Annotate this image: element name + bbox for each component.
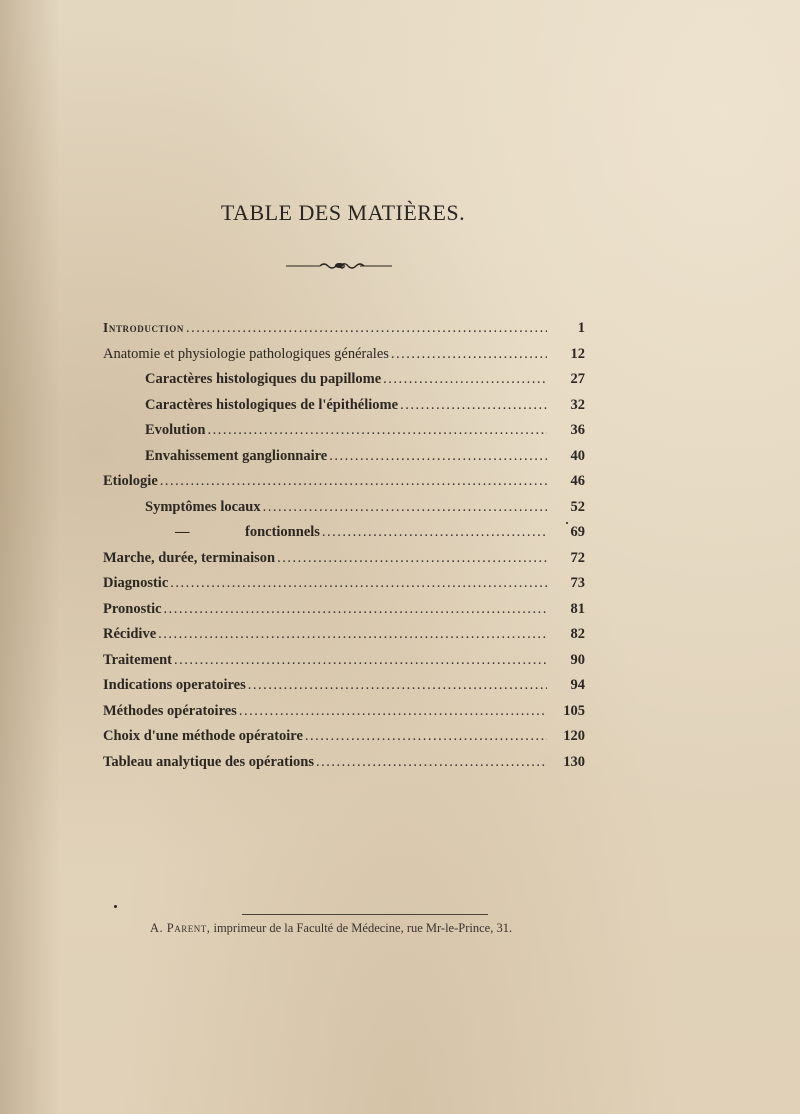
toc-page-number: 40: [570, 447, 585, 464]
ink-speck: [566, 522, 568, 524]
toc-entry: [103, 448, 585, 474]
toc-page-number: 46: [570, 473, 585, 489]
toc-entry: [103, 371, 585, 397]
toc-page-number: 120: [563, 728, 585, 744]
toc-entry-label: Anatomie et physiologie pathologiques générales: [103, 345, 389, 362]
toc-entry-label: Marche, durée, terminaison: [103, 549, 276, 566]
printer-address: imprimeur de la Faculté de Médecine, rue Mr-le-Prince, 31.: [210, 921, 513, 935]
toc-entry: [103, 473, 585, 499]
page-title: TABLE DES MATIÈRES.: [220, 200, 466, 225]
dot-leader: [316, 754, 547, 771]
dot-leader: [207, 422, 547, 439]
ink-speck: [114, 905, 117, 908]
toc-entry-label: Indications operatoires: [103, 677, 246, 693]
toc-entry: [103, 677, 585, 703]
dot-leader: [400, 397, 547, 414]
dot-leader: [391, 346, 547, 363]
dot-leader: [263, 499, 547, 516]
footer-rule: [242, 914, 488, 915]
toc-page-number: 130: [563, 753, 585, 770]
toc-entry: [103, 575, 585, 601]
printer-imprint: [150, 921, 570, 936]
toc-entry-label: Tableau analytique des opérations: [103, 753, 314, 770]
ditto-dash: —: [175, 524, 190, 540]
toc-entry: [103, 550, 585, 576]
dot-leader: [160, 473, 547, 490]
toc-page-number: 72: [570, 549, 585, 566]
toc-entry-label: Caractères histologiques du papillome: [145, 371, 382, 387]
dot-leader: [174, 652, 547, 669]
toc-page-number: 94: [570, 677, 585, 693]
dot-leader: [170, 575, 547, 592]
page-gutter-shadow: [0, 0, 60, 1114]
dot-leader: [186, 320, 547, 337]
toc-page-number: 52: [570, 498, 585, 515]
printer-name: A. Parent,: [150, 921, 211, 935]
toc-entry: [103, 728, 585, 754]
toc-page-number: 82: [570, 626, 585, 642]
toc-entry-label: Méthodes opératoires: [103, 702, 237, 719]
toc-entry-label: Symptômes locaux: [145, 498, 261, 515]
toc-page-number: 90: [570, 651, 585, 668]
toc-entry-label: Evolution: [145, 422, 206, 438]
toc-page-number: 73: [570, 575, 585, 591]
dot-leader: [164, 601, 547, 618]
toc-entry: [103, 703, 585, 729]
toc-page-number: 81: [570, 600, 585, 617]
toc-entry: [103, 754, 585, 780]
toc-page-number: 32: [570, 396, 585, 413]
toc-entry-label: Récidive: [103, 626, 157, 642]
toc-page-number: 12: [570, 345, 585, 362]
toc-entry: [103, 397, 585, 423]
toc-page-number: 1: [577, 320, 585, 336]
dot-leader: [158, 626, 547, 643]
toc-entry-label: Etiologie: [103, 473, 158, 489]
toc-entry: [103, 346, 585, 372]
dot-leader: [383, 371, 547, 388]
toc-entry-label: fonctionnels: [245, 524, 320, 540]
dot-leader: [248, 677, 547, 694]
toc-entry: [103, 422, 585, 448]
dot-leader: [277, 550, 547, 567]
dot-leader: [305, 728, 547, 745]
toc-entry-label: Pronostic: [103, 600, 162, 617]
toc-page-number: 36: [570, 422, 585, 438]
toc-page-number: 105: [563, 702, 585, 719]
toc-entry: [103, 320, 585, 346]
toc-entry-label: Choix d'une méthode opératoire: [103, 728, 303, 744]
dot-leader: [239, 703, 547, 720]
toc-entry-label: Envahissement ganglionnaire: [145, 447, 328, 464]
toc-page-number: 27: [570, 371, 585, 387]
toc-page-number: 69: [570, 524, 585, 540]
flourish-divider-icon: [284, 258, 394, 272]
dot-leader: [322, 524, 547, 541]
toc-entry-label: Traitement: [103, 651, 172, 668]
toc-entry-label: Introduction: [103, 320, 184, 335]
toc-entry: [103, 626, 585, 652]
toc-entry: [103, 601, 585, 627]
toc-entry-label: Diagnostic: [103, 575, 169, 591]
toc-entry: [103, 524, 585, 550]
toc-entry: [103, 499, 585, 525]
table-of-contents: [103, 320, 585, 779]
toc-entry: [103, 652, 585, 678]
dot-leader: [329, 448, 547, 465]
toc-entry-label: Caractères histologiques de l'épithéliome: [145, 396, 399, 413]
